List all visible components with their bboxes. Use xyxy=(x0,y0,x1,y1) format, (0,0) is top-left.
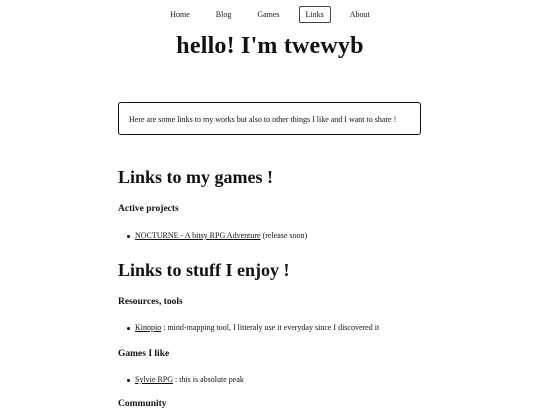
resources-heading: Resources, tools xyxy=(118,297,183,307)
item-note: : mind-mapping tool, I litteraly use it everyday since I discovered it xyxy=(161,323,380,332)
community-heading: Community xyxy=(118,399,167,409)
item-note: (release soon) xyxy=(260,231,308,240)
nav-about[interactable]: About xyxy=(349,10,370,19)
bullet-icon xyxy=(127,235,130,238)
intro-box: Here are some links to my works but also to other things I like and I want to share ! xyxy=(118,102,421,135)
list-item xyxy=(127,375,244,385)
bullet-icon xyxy=(127,379,130,382)
games-section-heading: Links to my games ! xyxy=(118,167,274,187)
nav-links[interactable]: Links xyxy=(299,6,331,23)
stuff-section-heading: Links to stuff I enjoy ! xyxy=(118,260,290,280)
kinopio-link[interactable]: Kinopio xyxy=(135,323,162,332)
active-projects-heading: Active projects xyxy=(118,204,179,214)
list-item xyxy=(127,323,379,333)
nav-home[interactable]: Home xyxy=(170,10,190,19)
nav-blog[interactable]: Blog xyxy=(215,10,232,19)
games-like-heading: Games I like xyxy=(118,349,170,359)
top-nav xyxy=(0,6,540,23)
bullet-icon xyxy=(127,327,130,330)
list-item xyxy=(127,231,307,241)
nav-games[interactable]: Games xyxy=(257,10,280,19)
nocturne-link[interactable]: NOCTURNE - A bitsy RPG Adventure xyxy=(135,231,261,240)
site-title: hello! I'm twewyb xyxy=(176,33,364,59)
item-note: : this is absolute peak xyxy=(173,375,244,384)
sylvie-rpg-link[interactable]: Sylvie RPG xyxy=(135,375,174,384)
